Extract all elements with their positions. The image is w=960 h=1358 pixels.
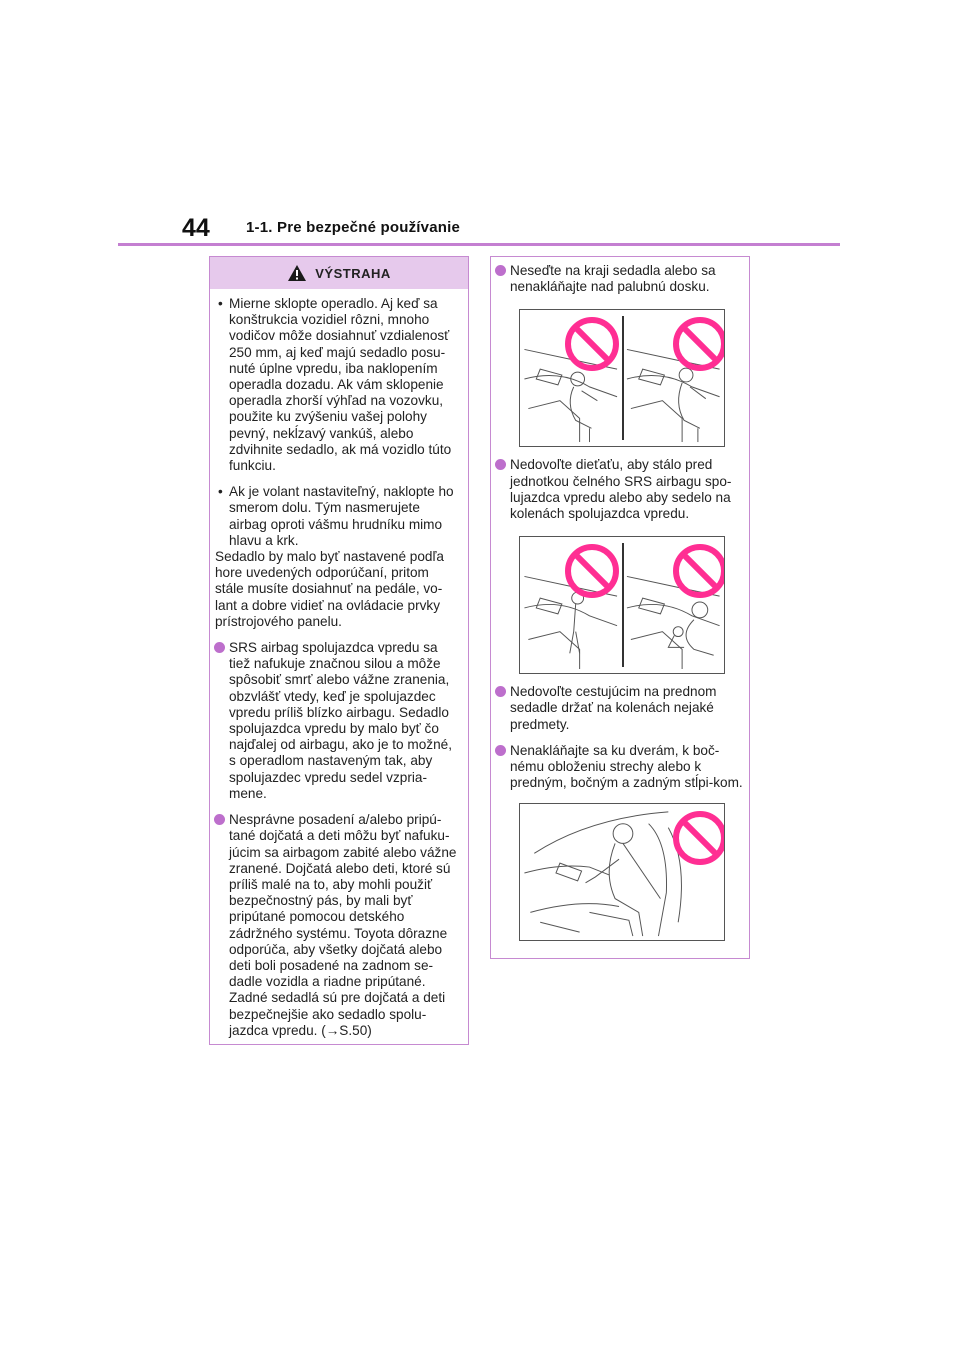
header-rule xyxy=(118,243,840,246)
warning-triangle-icon xyxy=(287,264,307,282)
warning-header xyxy=(210,257,468,289)
illustration-sitting-on-edge xyxy=(519,309,725,447)
bullet-marker: • xyxy=(218,296,223,311)
warning-item-text: Nenakláňajte sa ku dverám, k boč-nému obloženiu strechy alebo k predným, bočným a zadným stĺpi-kom. xyxy=(510,742,743,791)
warning-item xyxy=(493,457,743,522)
bullet-dot-icon xyxy=(214,642,225,653)
warning-paragraph: Sedadlo by malo byť nastavené podľa hore uvedených odporúčaní, pritom stále musíte dosiahnuť na pedále, vo-lant a dobre vidieť na ovládacie prvky prístrojového panelu. xyxy=(215,549,444,629)
warning-item xyxy=(493,743,743,792)
warning-bullet-text: Ak je volant nastaviteľný, naklopte ho smerom dolu. Tým nasmerujete airbag oproti vášmu hrudníku mimo hlavu a krk. xyxy=(229,484,454,548)
bullet-dot-icon xyxy=(495,459,506,470)
warning-box-continued xyxy=(490,256,750,959)
prohibition-icon xyxy=(564,543,620,599)
warning-item xyxy=(493,263,743,295)
warning-item xyxy=(212,640,461,802)
warning-item xyxy=(493,684,743,733)
warning-title: VÝSTRAHA xyxy=(315,265,391,281)
bullet-dot-icon xyxy=(495,745,506,756)
warning-item-text: Nedovoľte dieťaťu, aby stálo pred jednotkou čelného SRS airbagu spo-lujazdca vpredu alebo aby sedelo na kolenách spolujazdca vpredu. xyxy=(510,457,732,522)
warning-item-text: SRS airbag spolujazdca vpredu sa tiež nafukuje značnou silou a môže spôsobiť smrť alebo vážne zranenia, obzvlášť vtedy, keď je spolujazdec vpredu príliš blízko airbagu. Sedadlo spolujazdca vpredu by malo byť čo najďalej od airbagu, ako je to možné, s operadlom nastaveným tak, aby spolujazdec vpredu sedel vzpria-mene. xyxy=(229,640,452,801)
bullet-dot-icon xyxy=(495,686,506,697)
bullet-dot-icon xyxy=(495,265,506,276)
warning-item-text: Neseďte na kraji sedadla alebo sa nenakláňajte nad palubnú dosku. xyxy=(510,263,716,295)
warning-item-text: Nedovoľte cestujúcim na prednom sedadle držať na kolenách nejaké predmety. xyxy=(510,684,717,732)
warning-bullet xyxy=(212,296,461,474)
bullet-dot-icon xyxy=(214,814,225,825)
warning-bullet xyxy=(212,484,461,549)
prohibition-icon xyxy=(672,316,725,372)
prohibition-icon xyxy=(672,543,725,599)
prohibition-icon xyxy=(564,316,620,372)
illustration-leaning-on-door xyxy=(519,803,725,941)
section-title: 1-1. Pre bezpečné používanie xyxy=(246,219,461,236)
illustration-child-standing xyxy=(519,536,725,674)
warning-box xyxy=(209,256,469,1045)
warning-item xyxy=(212,812,461,1039)
warning-item-text: Nesprávne posadení a/alebo pripú-tané dojčatá a deti môžu byť nafuku-júcim sa airbagom zabité alebo vážne zranené. Dojčatá alebo deti, ktoré sú príliš malé na to, aby mohli použiť bezpečnostný pás, by mali byť pripútané pomocou detského zádržného systému. Toyota dôrazne odporúča, aby všetky dojčatá alebo deti boli posadené na zadnom se-dadle vozidla a riadne pripútané. Zadné sedadlá sú pre dojčatá a deti bezpečnejšie ako sedadlo spolu-jazdca vpredu. (→S.50) xyxy=(229,812,457,1038)
page-number: 44 xyxy=(182,214,210,242)
warning-bullet-text: Mierne sklopte operadlo. Aj keď sa konštrukcia vozidiel rôzni, mnoho vodičov môže dosiahnuť vzdialenosť 250 mm, aj keď majú sedadlo posu-nuté úplne vpredu, iba naklopením operadla dozadu. Ak vám sklopenie operadla zhorší výhľad na vozovku, použite ku zvýšeniu vašej polohy pevný, nekĺzavý vankúš, alebo zdvihnite sedadlo, ak má vozidlo túto funkciu. xyxy=(229,296,452,474)
prohibition-icon xyxy=(672,810,725,866)
bullet-marker: • xyxy=(218,484,223,500)
